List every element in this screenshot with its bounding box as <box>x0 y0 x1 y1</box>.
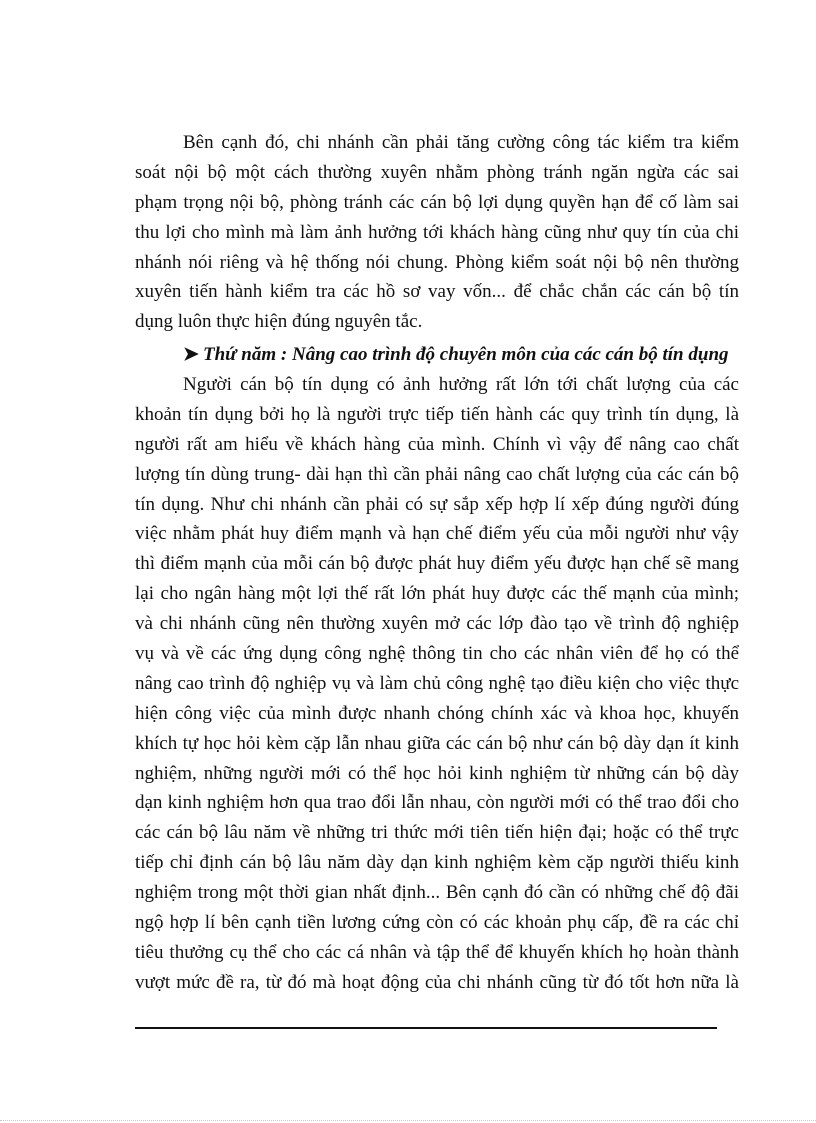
paragraph-line: ngộ hợp lí bên cạnh tiền lương cứng còn có các khoản phụ cấp, đề ra các chỉ <box>135 912 739 934</box>
paragraph-line: khoản tín dụng bởi họ là người trực tiếp tiến hành các quy trình tín dụng, là <box>135 403 739 425</box>
paragraph-line: người rất am hiểu về khách hàng của mình. Chính vì vậy để nâng cao chất <box>135 433 739 455</box>
paragraph-line: phạm trọng nội bộ, phòng tránh các cán bộ lợi dụng quyền hạn để cố làm sai <box>135 191 739 213</box>
paragraph-line: tín dụng. Như chi nhánh cần phải có sự sắp xếp hợp lí xếp đúng người đúng <box>135 493 739 515</box>
paragraph-line: thu lợi cho mình mà làm ảnh hưởng tới khách hàng cũng như quy tín của chi <box>135 221 739 243</box>
paragraph-line: xuyên tiến hành kiểm tra các hồ sơ vay vốn... để chắc chắn các cán bộ tín <box>135 281 739 303</box>
paragraph-line: nhánh nói riêng và hệ thống nói chung. Phòng kiểm soát nội bộ nên thường <box>135 251 739 273</box>
paragraph-line: tiếp chỉ định cán bộ lâu năm dày dạn kinh nghiệm kèm cặp người thiếu kinh <box>135 852 739 874</box>
paragraph-line: nghiệm trong một thời gian nhất định... Bên cạnh đó cần có những chế độ đãi <box>135 882 739 904</box>
section-heading-text: Thứ năm : Nâng cao trình độ chuyên môn của các cán bộ tín dụng <box>203 344 729 365</box>
paragraph-line: các cán bộ lâu năm về những tri thức mới tiên tiến hiện đại; hoặc có thể trực <box>135 822 739 844</box>
arrow-bullet-icon: ➤ <box>183 344 199 365</box>
paragraph-line: dụng luôn thực hiện đúng nguyên tắc. <box>135 311 423 333</box>
paragraph-internal-control <box>135 128 739 337</box>
paragraph-line: vụ và về các ứng dụng công nghệ thông tin cho các nhân viên để họ có thể <box>135 643 739 665</box>
paragraph-line: tiêu thưởng cụ thể cho các cá nhân và tập thể để khuyến khích họ hoàn thành <box>135 941 739 963</box>
paragraph-line: việc nhằm phát huy điểm mạnh và hạn chế điểm yếu của mỗi người như vậy <box>135 523 739 545</box>
paragraph-line: lại cho ngân hàng một lợi thế rất lớn phát huy được các thế mạnh của mình; <box>135 583 739 605</box>
paragraph-line: hiện công việc của mình được nhanh chóng chính xác và khoa học, khuyến <box>135 702 739 724</box>
footer-divider <box>135 1027 717 1029</box>
paragraph-line: soát nội bộ một cách thường xuyên nhằm phòng tránh ngăn ngừa các sai <box>135 161 739 183</box>
paragraph-line: nghiệm, những người mới có thể học hỏi kinh nghiệm từ những cán bộ dày <box>135 762 739 784</box>
section-heading <box>183 340 739 370</box>
paragraph-credit-staff <box>135 370 739 998</box>
paragraph-line: dạn kinh nghiệm hơn qua trao đổi lẫn nhau, còn người mới có thể trao đổi cho <box>135 792 739 814</box>
paragraph-line: và chi nhánh cũng nên thường xuyên mở các lớp đào tạo về trình độ nghiệp <box>135 613 739 635</box>
paragraph-line: thì điểm mạnh của mỗi cán bộ được phát huy điểm yếu được hạn chế sẽ mang <box>135 553 739 575</box>
paragraph-line: vượt mức đề ra, từ đó mà hoạt động của chi nhánh cũng từ đó tốt hơn nữa là <box>135 971 739 993</box>
paragraph-line: khích tự học hỏi kèm cặp lẫn nhau giữa các cán bộ như cán bộ dày dạn ít kinh <box>135 732 739 754</box>
paragraph-line: lượng tín dùng trung- dài hạn thì cần phải nâng cao chất lượng của các cán bộ <box>135 463 739 485</box>
page-edge-divider <box>0 1120 816 1121</box>
paragraph-line: Người cán bộ tín dụng có ảnh hưởng rất lớn tới chất lượng của các <box>183 374 739 395</box>
paragraph-line: nâng cao trình độ nghiệp vụ và làm chủ công nghệ tạo điều kiện cho việc thực <box>135 672 739 694</box>
paragraph-line: Bên cạnh đó, chi nhánh cần phải tăng cường công tác kiểm tra kiểm <box>183 132 739 153</box>
